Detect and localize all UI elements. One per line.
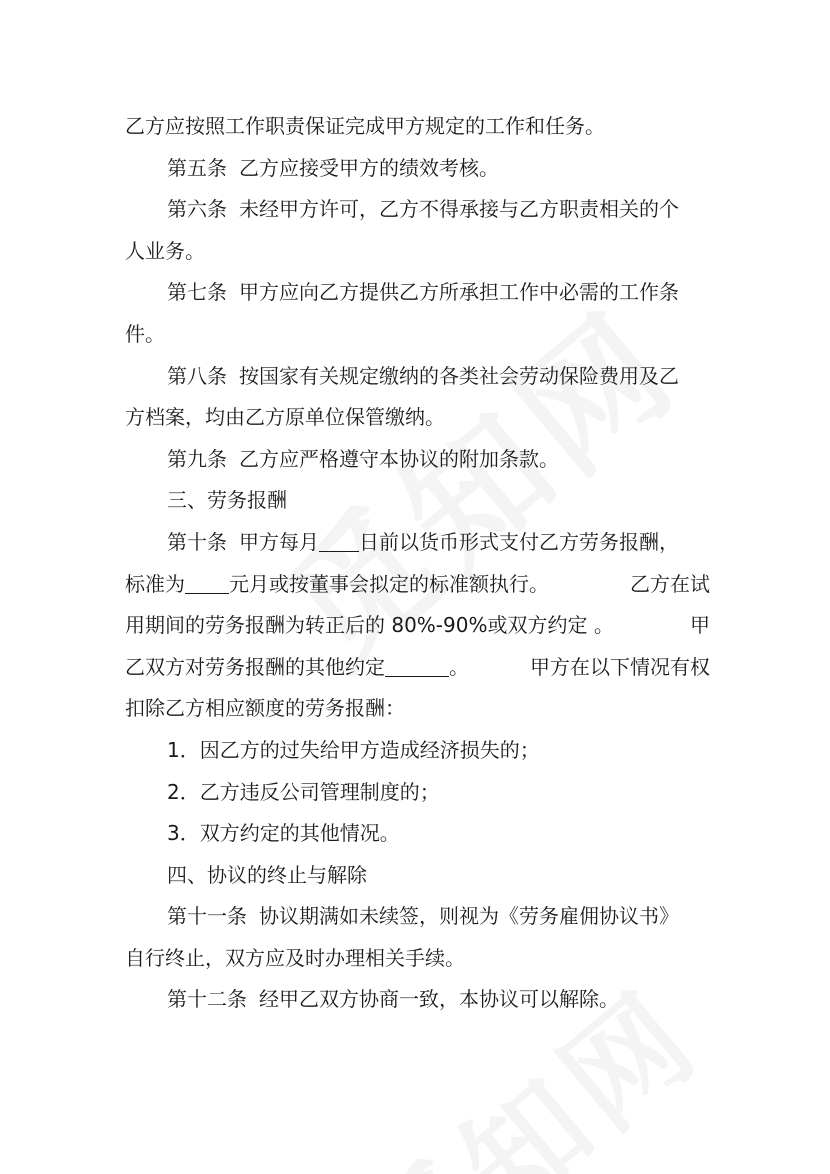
article-label: 第十二条 [167, 987, 247, 1012]
article-text: 经甲乙双方协商一致，本协议可以解除。 [259, 987, 619, 1012]
article-6-cont [125, 231, 710, 273]
article-text: 甲方应向乙方提供乙方所承担工作中必需的工作条 [239, 280, 679, 305]
article-10-line5 [125, 688, 710, 730]
article-10-line2 [125, 564, 710, 606]
section-heading-4 [125, 855, 710, 897]
article-text: 未经甲方许可，乙方不得承接与乙方职责相关的个 [239, 197, 679, 222]
article-8-cont [125, 397, 710, 439]
article-label: 第五条 [167, 155, 227, 180]
text: 2．乙方违反公司管理制度的； [167, 779, 440, 804]
article-label: 第六条 [167, 197, 227, 222]
text: 甲方在以下情况有权 [530, 654, 710, 679]
article-9 [125, 439, 710, 481]
article-10-line3 [125, 605, 710, 647]
text: 自行终止，双方应及时办理相关手续。 [125, 945, 465, 970]
paragraph-line [125, 106, 710, 148]
article-text: 按国家有关规定缴纳的各类社会劳动保险费用及乙 [239, 363, 679, 388]
text: 甲 [690, 613, 710, 638]
section-title: 四、协议的终止与解除 [167, 862, 367, 887]
text: 乙方应按照工作职责保证完成甲方规定的工作和任务。 [125, 114, 605, 138]
article-11-cont [125, 938, 710, 980]
text: 3．双方约定的其他情况。 [167, 821, 400, 846]
text: 元月或按董事会拟定的标准额执行。 [229, 571, 549, 596]
article-text: 日前以货币形式支付乙方劳务报酬， [359, 529, 679, 554]
article-label: 第九条 [167, 446, 227, 471]
article-label: 第十一条 [167, 904, 247, 929]
section-title: 三、劳务报酬 [167, 488, 287, 513]
article-7 [125, 272, 710, 314]
text: 。 [449, 654, 469, 679]
article-5 [125, 148, 710, 190]
article-label: 第八条 [167, 363, 227, 388]
article-6 [125, 189, 710, 231]
article-10-line4 [125, 647, 710, 689]
text: 乙双方对劳务报酬的其他约定 [125, 654, 385, 679]
text: 乙方在试 [630, 571, 710, 596]
article-10 [125, 522, 710, 564]
article-text: 乙方应接受甲方的绩效考核。 [239, 155, 499, 180]
text: 扣除乙方相应额度的劳务报酬： [125, 696, 405, 721]
blank-field [185, 571, 229, 594]
article-text: 协议期满如未续签，则视为《劳务雇佣协议书》 [259, 904, 679, 929]
article-text: 乙方应严格遵守本协议的附加条款。 [239, 446, 559, 471]
list-item [125, 730, 710, 772]
blank-field [319, 529, 359, 552]
text: 人业务。 [125, 238, 205, 263]
document-body [125, 106, 710, 1021]
text: 用期间的劳务报酬为转正后的 80%-90%或双方约定 。 [125, 613, 614, 638]
text: 件。 [125, 321, 165, 346]
text: 标准为 [125, 571, 185, 596]
list-item [125, 772, 710, 814]
list-item [125, 813, 710, 855]
section-heading-3 [125, 480, 710, 522]
article-8 [125, 356, 710, 398]
text: 方档案，均由乙方原单位保管缴纳。 [125, 405, 445, 430]
article-label: 第十条 [167, 529, 227, 554]
blank-field [385, 654, 449, 677]
article-12 [125, 979, 710, 1021]
article-7-cont [125, 314, 710, 356]
article-text: 甲方每月 [239, 529, 319, 554]
article-label: 第七条 [167, 280, 227, 305]
text: 1．因乙方的过失给甲方造成经济损失的； [167, 737, 540, 762]
article-11 [125, 896, 710, 938]
